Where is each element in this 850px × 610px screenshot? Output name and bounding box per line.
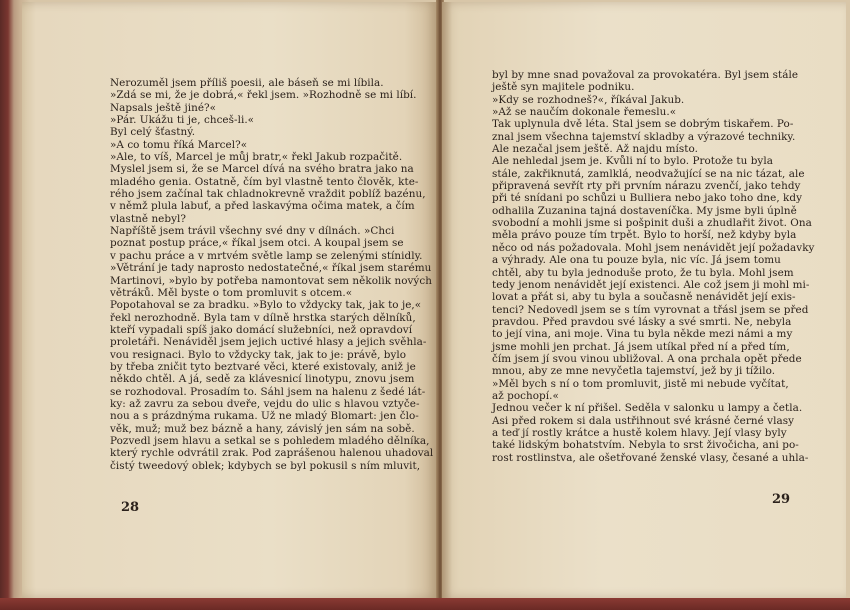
text-line: Martinovi, »bylo by potřeba namontovat sem několik nových bbox=[110, 274, 432, 287]
text-line: Popotahoval se za bradku. »Bylo to vždycky tak, jak to je,« bbox=[110, 299, 422, 312]
text-line: něco od nás požadovala. Mohl jsem nenávidět její požadavky bbox=[492, 241, 815, 254]
text-line: mnou, aby ze mne nevyčetla tajemství, jež by ji tížilo. bbox=[492, 365, 776, 378]
text-line: se rozhodoval. Prosadím to. Sáhl jsem na halenu z šedé lát- bbox=[110, 385, 426, 398]
text-line: Nerozuměl jsem příliš poesii, ale báseň se mi líbila. bbox=[110, 77, 384, 89]
text-line: tenci? Nedovedl jsem se s tím vyrovnat a třásl jsem se před bbox=[492, 303, 809, 316]
right-page-text bbox=[492, 69, 826, 464]
text-line: poznat postup práce,« říkal jsem otci. A koupal jsem se bbox=[110, 237, 404, 250]
text-line: vlastně nebyl? bbox=[110, 212, 186, 225]
text-line: který rychle odvrátil zrak. Pod zaprášenou halenou uhadoval bbox=[110, 447, 434, 460]
text-line: »Zdá se mi, že je dobrá,« řekl jsem. »Rozhodně se mi líbí. bbox=[110, 89, 417, 102]
text-line: řekl nerozhodně. Byla tam v dílně hrstka starých dělníků, bbox=[110, 311, 416, 324]
text-line: při té snídani po schůzi u Bulliera nebo jako toho dne, kdy bbox=[492, 192, 803, 205]
text-line: také lidským bohatstvím. Nebyla to srst živočicha, ani po- bbox=[492, 439, 799, 452]
text-line: to její vina, ani moje. Vina tu byla někde mezi námi a my bbox=[492, 328, 793, 341]
page-number-right: 29 bbox=[772, 492, 791, 507]
text-line: »Pár. Ukážu ti je, chceš-li.« bbox=[110, 114, 255, 127]
text-line: Pozvedl jsem hlavu a setkal se s pohledem mladého dělníka, bbox=[110, 434, 430, 447]
text-line: Asi před rokem si dala ustřihnout své krásné černé vlasy bbox=[492, 414, 794, 427]
text-line: rost rostlinstva, ale ošetřované ženské vlasy, česané a uhla- bbox=[492, 451, 809, 464]
text-line: čistý tweedový oblek; kdybych se byl pokusil s ním mluvit, bbox=[110, 459, 421, 472]
text-line: mladého genia. Ostatně, čím byl vlastně tento člověk, kte- bbox=[110, 175, 419, 188]
text-line: »A co tomu říká Marcel?« bbox=[110, 138, 248, 151]
text-line: »Větrání je tady naprosto nedostatečné,« říkal jsem starému bbox=[110, 262, 432, 275]
text-line: a výhrady. Ale ona tu pouze byla, nic víc. Já jsem tomu bbox=[492, 254, 781, 267]
book-cover-edge bbox=[0, 598, 850, 610]
text-line: ještě syn majitele podniku. bbox=[492, 81, 635, 94]
text-line: rého jsem začínal tak chladnokrevně vraždit poblíž bazénu, bbox=[110, 188, 426, 201]
page-number-left: 28 bbox=[121, 500, 140, 515]
text-line: »Měl bych s ní o tom promluvit, jistě mi nebude vyčítat, bbox=[492, 377, 789, 390]
text-line: Byl celý šťastný. bbox=[110, 126, 196, 139]
text-line: »Až se naučím dokonale řemeslu.« bbox=[492, 106, 677, 119]
text-line: tedy jenom nenávidět její existenci. Ale což jsem ji mohl mi- bbox=[492, 278, 810, 291]
text-line: měla právo pouze tím trpět. Bylo to horší, než kdyby byla bbox=[492, 229, 797, 242]
text-line: Myslel jsem si, že se Marcel dívá na svého bratra jako na bbox=[110, 163, 414, 176]
text-line: Jednou večer k ní přišel. Seděla v salonku u lampy a četla. bbox=[492, 402, 803, 415]
text-line: pravdou. Před pravdou své lásky a své smrti. Ne, nebyla bbox=[492, 315, 792, 328]
text-line: svobodní a mohli jsme si pošpinit duši a zhudlařit život. Ona bbox=[492, 217, 812, 230]
text-line: v pachu práce a v mrtvém světle lamp se zelenými stínidly. bbox=[110, 249, 423, 262]
text-line: »Ale, to víš, Marcel je můj bratr,« řekl Jakub rozpačitě. bbox=[110, 151, 403, 164]
text-line: kteří vypadali spíš jako domácí služebníci, než opravdoví bbox=[110, 323, 413, 336]
text-line: stále, zakřiknutá, zamlklá, neodvažující se na nic tázat, ale bbox=[492, 167, 805, 180]
left-page bbox=[22, 2, 438, 598]
text-line: věk, muž; muž bez bázně a hany, závislý jen sám na sobě. bbox=[110, 422, 415, 435]
text-line: Napsals ještě jiné?« bbox=[110, 101, 217, 114]
text-line: Ale nehledal jsem je. Kvůli ní to bylo. Protože tu byla bbox=[492, 155, 773, 168]
left-page-text bbox=[110, 77, 440, 472]
text-line: nou a s prázdnýma rukama. Už ne mladý Blomart: jen člo- bbox=[110, 410, 419, 423]
text-line: Tak uplynula dvě léta. Stal jsem se dobrým tiskařem. Po- bbox=[492, 118, 794, 131]
text-line: připravená sevřít rty při prvním nárazu zvenčí, jako tehdy bbox=[492, 180, 801, 193]
text-line: znal jsem všechna tajemství skladby a výrazové techniky. bbox=[492, 130, 796, 143]
text-line: někdo chtěl. A já, sedě za klávesnicí linotypu, znovu jsem bbox=[110, 373, 415, 386]
text-line: až pochopí.« bbox=[492, 389, 559, 402]
text-line: ky: až zavru za sebou dveře, vejdu do ulic s hlavou vztyče- bbox=[110, 397, 420, 410]
text-line: a teď jí rostly krátce a hustě kolem hlavy. Její vlasy byly bbox=[492, 426, 787, 439]
text-line: »Kdy se rozhodneš?«, říkával Jakub. bbox=[492, 93, 685, 106]
right-page bbox=[442, 2, 846, 598]
text-line: Napříště jsem trávil všechny své dny v dílnách. »Chci bbox=[110, 225, 395, 238]
text-line: by třeba zničit tyto beztvaré věci, které existovaly, aniž je bbox=[110, 360, 416, 373]
text-line: čím jsem jí svou vinou ubližoval. A ona prchala opět přede bbox=[492, 352, 802, 365]
text-line: chtěl, aby tu byla jednoduše proto, že tu byla. Mohl jsem bbox=[492, 266, 794, 279]
text-line: odhalila Zuzanina tajná dostaveníčka. My jsme byli úplně bbox=[492, 204, 797, 217]
text-line: byl by mne snad považoval za provokatéra. Byl jsem stále bbox=[492, 69, 799, 81]
text-line: větráků. Měl byste o tom promluvit s otcem.« bbox=[110, 286, 353, 299]
text-line: lovat a přát si, aby tu byla a současně nenávidět její exis- bbox=[492, 291, 796, 304]
text-line: jsme mohli jen prchat. Já jsem utíkal před ní a před tím, bbox=[492, 340, 790, 353]
text-line: Ale nezačal jsem ještě. Až najdu místo. bbox=[492, 143, 698, 156]
text-line: vou resignaci. Bylo to vždycky tak, jak to je: právě, bylo bbox=[110, 348, 407, 361]
text-line: v němž plula labuť, a před laskavýma očima matek, a čím bbox=[110, 200, 415, 213]
text-line: proletáři. Nenáviděl jsem jejich uctivé hlasy a jejich svěhla- bbox=[110, 336, 427, 349]
